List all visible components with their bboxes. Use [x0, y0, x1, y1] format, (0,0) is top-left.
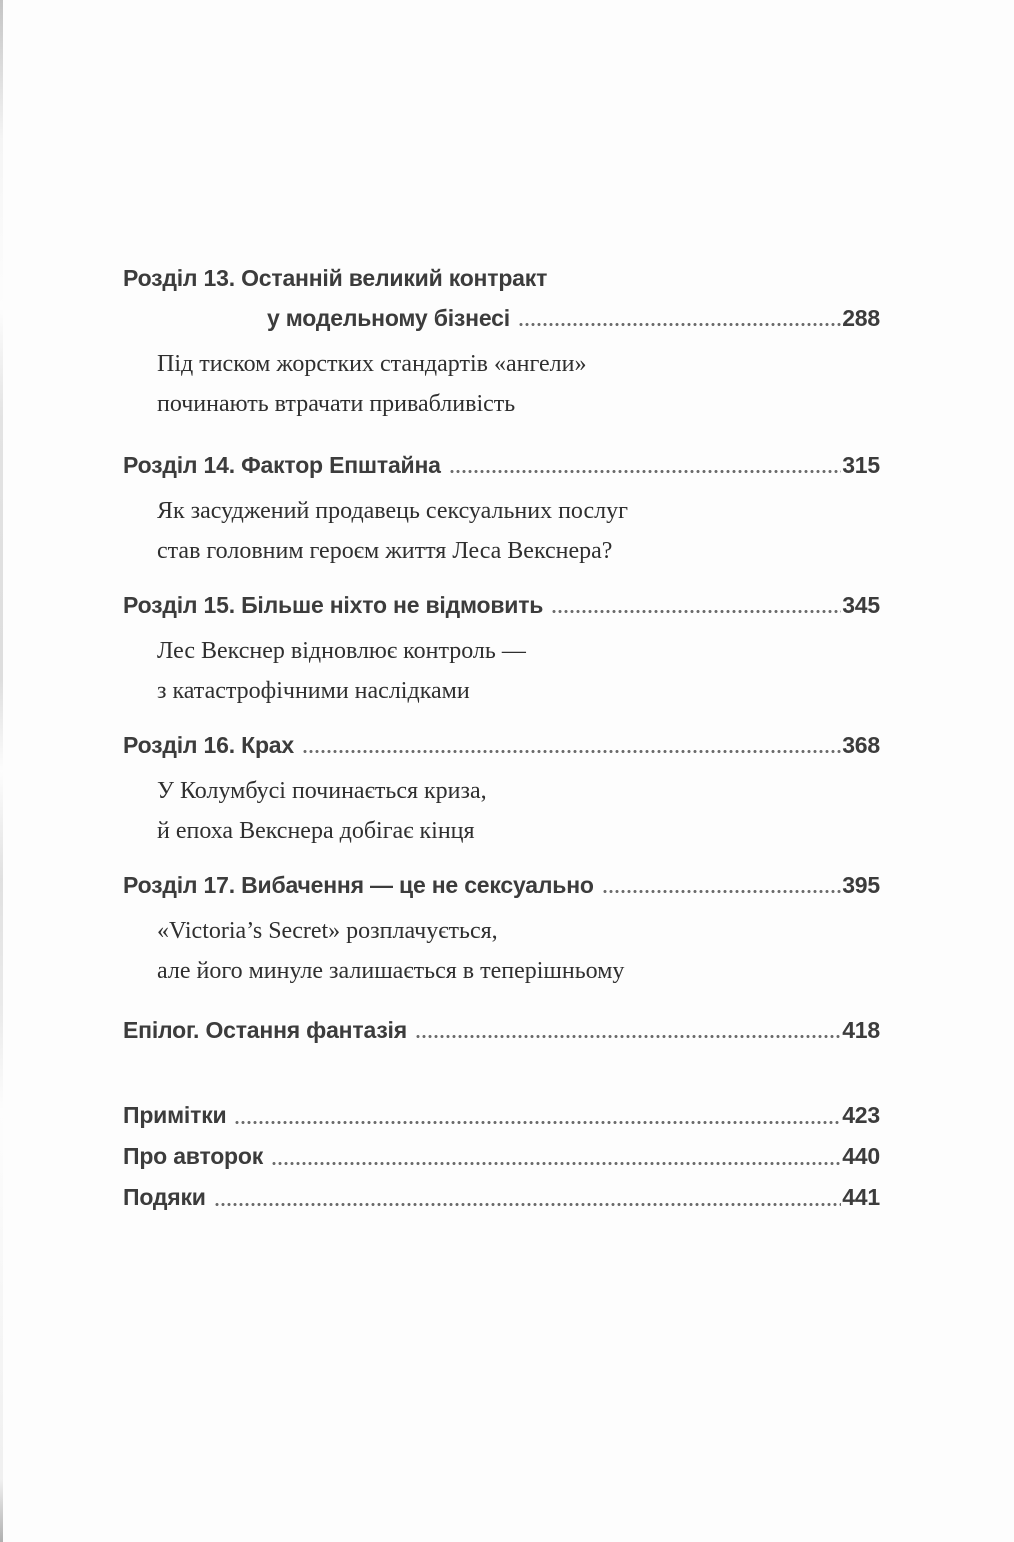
page-number: 423	[842, 1102, 880, 1128]
toc-entry-epilogue	[123, 1010, 880, 1050]
dot-leader	[450, 469, 841, 474]
chapter-subtitle: й епоха Векснера добігає кінця	[157, 818, 475, 844]
page-number: 345	[842, 592, 880, 618]
backmatter-row-acknowledgements	[123, 1177, 880, 1218]
chapter-title-text: Розділ 16. Крах	[123, 732, 294, 758]
page-number: 288	[842, 305, 880, 331]
chapter-subtitle: Лес Векснер відновлює контроль —	[157, 638, 526, 664]
page-number: 395	[842, 872, 880, 898]
backmatter-label: Примітки	[123, 1102, 227, 1128]
scan-edge-artifact	[0, 0, 3, 1542]
chapter-title-text: Розділ 13. Останній великий контракт	[123, 265, 548, 291]
dot-leader	[552, 609, 841, 614]
toc-entry-chapter-17	[123, 865, 880, 991]
chapter-title-line	[123, 1010, 880, 1050]
dot-leader	[235, 1120, 841, 1125]
backmatter-label: Про авторок	[123, 1143, 264, 1169]
chapter-subtitle: став головним героєм життя Леса Векснера?	[157, 538, 613, 564]
table-of-contents	[123, 258, 880, 1218]
chapter-title-text: Епілог. Остання фантазія	[123, 1017, 407, 1043]
chapter-subtitle: Під тиском жорстких стандартів «ангели»	[157, 351, 587, 377]
page-number: 315	[842, 452, 880, 478]
toc-entry-chapter-13	[123, 258, 880, 424]
chapter-title-continuation	[123, 298, 880, 338]
chapter-title-text: Розділ 17. Вибачення — це не сексуально	[123, 872, 594, 898]
page-number: 441	[842, 1184, 880, 1210]
dot-leader	[519, 322, 841, 327]
chapter-title-line	[123, 585, 880, 625]
chapter-title-line	[123, 865, 880, 905]
chapter-subtitle: але його минуле залишається в теперішньому	[157, 958, 625, 984]
chapter-title-line	[123, 445, 880, 485]
page-number: 418	[842, 1017, 880, 1043]
backmatter-label: Подяки	[123, 1184, 206, 1210]
backmatter-row-notes	[123, 1095, 880, 1136]
dot-leader	[303, 749, 841, 754]
dot-leader	[416, 1034, 841, 1039]
dot-leader	[272, 1161, 841, 1166]
page-number: 440	[842, 1143, 880, 1169]
backmatter-row-about-authors	[123, 1136, 880, 1177]
chapter-subtitle: У Колумбусі починається криза,	[157, 778, 487, 804]
chapter-title-line	[123, 258, 880, 298]
chapter-subtitle: з катастрофічними наслідками	[157, 678, 470, 704]
chapter-subtitle: Як засуджений продавець сексуальних послуг	[157, 498, 628, 524]
backmatter-section	[123, 1095, 880, 1218]
chapter-title-text: Розділ 14. Фактор Епштайна	[123, 452, 441, 478]
toc-entry-chapter-15	[123, 585, 880, 711]
chapter-subtitle: починають втрачати привабливість	[157, 391, 516, 417]
chapter-title-text: у модельному бізнесі	[267, 305, 510, 331]
page-number: 368	[842, 732, 880, 758]
toc-entry-chapter-16	[123, 725, 880, 851]
toc-entry-chapter-14	[123, 445, 880, 571]
chapter-subtitle: «Victoria’s Secret» розплачується,	[157, 918, 498, 944]
dot-leader	[215, 1202, 841, 1207]
chapter-title-text: Розділ 15. Більше ніхто не відмовить	[123, 592, 544, 618]
chapter-title-line	[123, 725, 880, 765]
dot-leader	[603, 889, 841, 894]
